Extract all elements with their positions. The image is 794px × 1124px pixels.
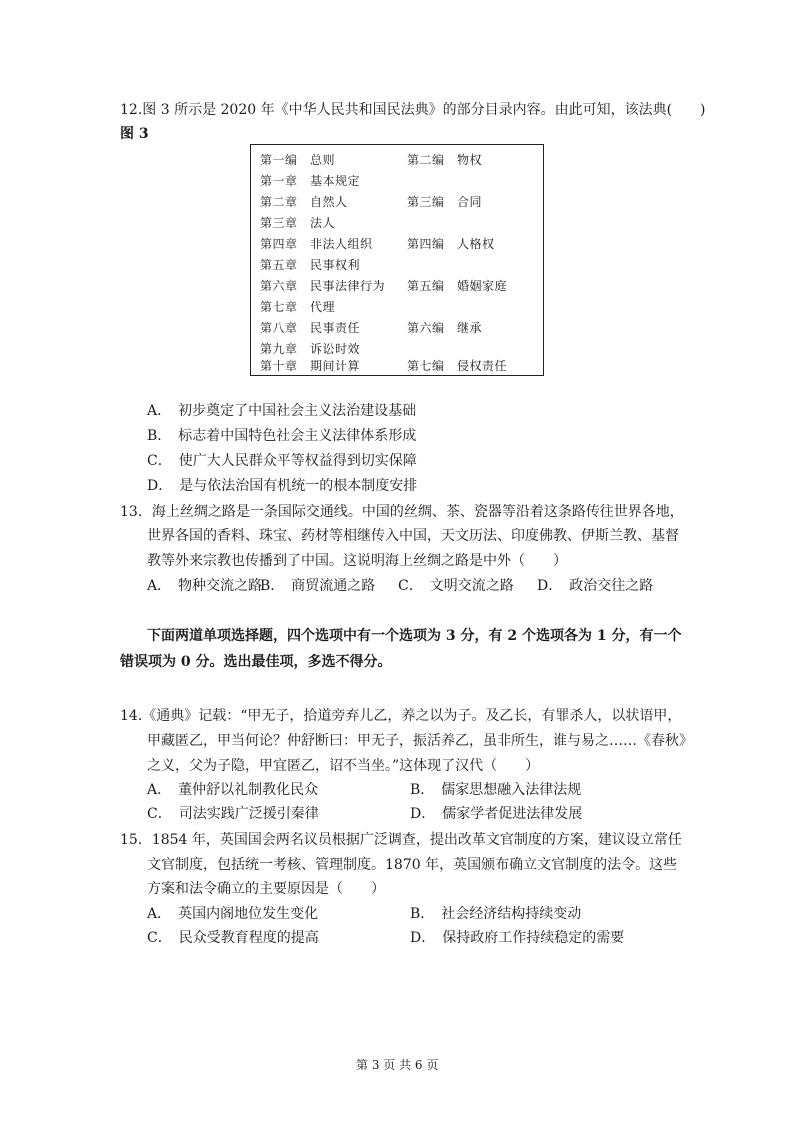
toc-left-4: 第三章 法人 — [260, 216, 336, 230]
q12-option-d: D． 是与依法治国有机统一的根本制度安排 — [147, 478, 418, 494]
q14-line-3: 之义，父为子隐，甲宜匿乙，诏不当坐。”这体现了汉代（ ） — [147, 758, 540, 774]
toc-right-5: 第四编 人格权 — [407, 237, 495, 251]
q13-line-3: 教等外来宗教也传播到了中国。这说明海上丝绸之路是中外（ ） — [147, 553, 567, 569]
toc-left-7: 第六章 民事法律行为 — [260, 279, 386, 293]
q12-option-a: A． 初步奠定了中国社会主义法治建设基础 — [147, 403, 417, 419]
toc-left-6: 第五章 民事权利 — [260, 258, 361, 272]
toc-left-10: 第九章 诉讼时效 — [260, 342, 361, 356]
toc-left-8: 第七章 代理 — [260, 300, 336, 314]
q14-option-a: A． 董仲舒以礼制教化民众 — [147, 782, 319, 798]
toc-left-5: 第四章 非法人组织 — [260, 237, 373, 251]
q15-option-a: A． 英国内阁地位发生变化 — [147, 906, 319, 922]
q15-option-b: B． 社会经济结构持续变动 — [410, 906, 582, 922]
q15-option-d: D． 保持政府工作持续稳定的需要 — [410, 930, 625, 946]
q15-line-1: 15．1854 年，英国国会两名议员根据广泛调查，提出改革文官制度的方案，建议设立常任 — [120, 832, 682, 848]
instruction-line-2: 错误项为 0 分。选出最佳项，多选不得分。 — [120, 654, 392, 670]
q14-line-2: 甲藏匿乙，甲当何论？仲舒断曰：甲无子，振活养乙，虽非所生，谁与易之……《春秋》 — [147, 733, 693, 749]
q13-line-1: 13．海上丝绸之路是一条国际交通线。中国的丝绸、茶、瓷器等沿着这条路传往世界各地， — [120, 504, 684, 520]
q14-line-1: 14.《通典》记载：“甲无子，拾道旁弃儿乙，养之以为子。及乙长，有罪杀人，以状语甲， — [120, 708, 682, 724]
toc-right-11: 第七编 侵权责任 — [407, 359, 508, 373]
q14-option-d: D． 儒家学者促进法律发展 — [410, 806, 583, 822]
q14-option-b: B． 儒家思想融入法律法规 — [410, 782, 582, 798]
toc-right-7: 第五编 婚姻家庭 — [407, 279, 508, 293]
q15-line-2: 文官制度，包括统一考核、管理制度。1870 年，英国颁布确立文官制度的法令。这些 — [147, 857, 678, 873]
toc-left-1: 第一编 总则 — [260, 153, 336, 167]
toc-left-3: 第二章 自然人 — [260, 195, 348, 209]
q12-option-c: C． 使广大人民群众平等权益得到切实保障 — [147, 453, 417, 469]
toc-right-9: 第六编 继承 — [407, 321, 483, 335]
q14-option-c: C． 司法实践广泛援引秦律 — [147, 806, 319, 822]
instruction-line-1: 下面两道单项选择题，四个选项中有一个选项为 3 分，有 2 个选项各为 1 分，有一个 — [147, 628, 682, 644]
toc-left-2: 第一章 基本规定 — [260, 174, 361, 188]
toc-left-11: 第十章 期间计算 — [260, 359, 361, 373]
page-footer: 第 3 页 共 6 页 — [356, 1058, 439, 1072]
q15-line-3: 方案和法令确立的主要原因是（ ） — [147, 881, 385, 897]
q13-option-b: B． 商贸流通之路 — [260, 578, 376, 594]
figure-label: 图 3 — [120, 126, 149, 142]
q13-option-d: D． 政治交往之路 — [537, 578, 654, 594]
q15-option-c: C． 民众受教育程度的提高 — [147, 930, 319, 946]
toc-right-1: 第二编 物权 — [407, 153, 483, 167]
q12-option-b: B． 标志着中国特色社会主义法律体系形成 — [147, 428, 417, 444]
q13-option-c: C． 文明交流之路 — [398, 578, 514, 594]
toc-left-9: 第八章 民事责任 — [260, 321, 361, 335]
q13-option-a: A． 物种交流之路 — [147, 578, 263, 594]
toc-right-3: 第三编 合同 — [407, 195, 483, 209]
toc-table — [250, 144, 544, 376]
q12-stem: 12.图 3 所示是 2020 年《中华人民共和国民法典》的部分目录内容。由此可知，该法典( ) — [120, 102, 706, 118]
q13-line-2: 世界各国的香料、珠宝、药材等相继传入中国，天文历法、印度佛教、伊斯兰教、基督 — [147, 528, 679, 544]
